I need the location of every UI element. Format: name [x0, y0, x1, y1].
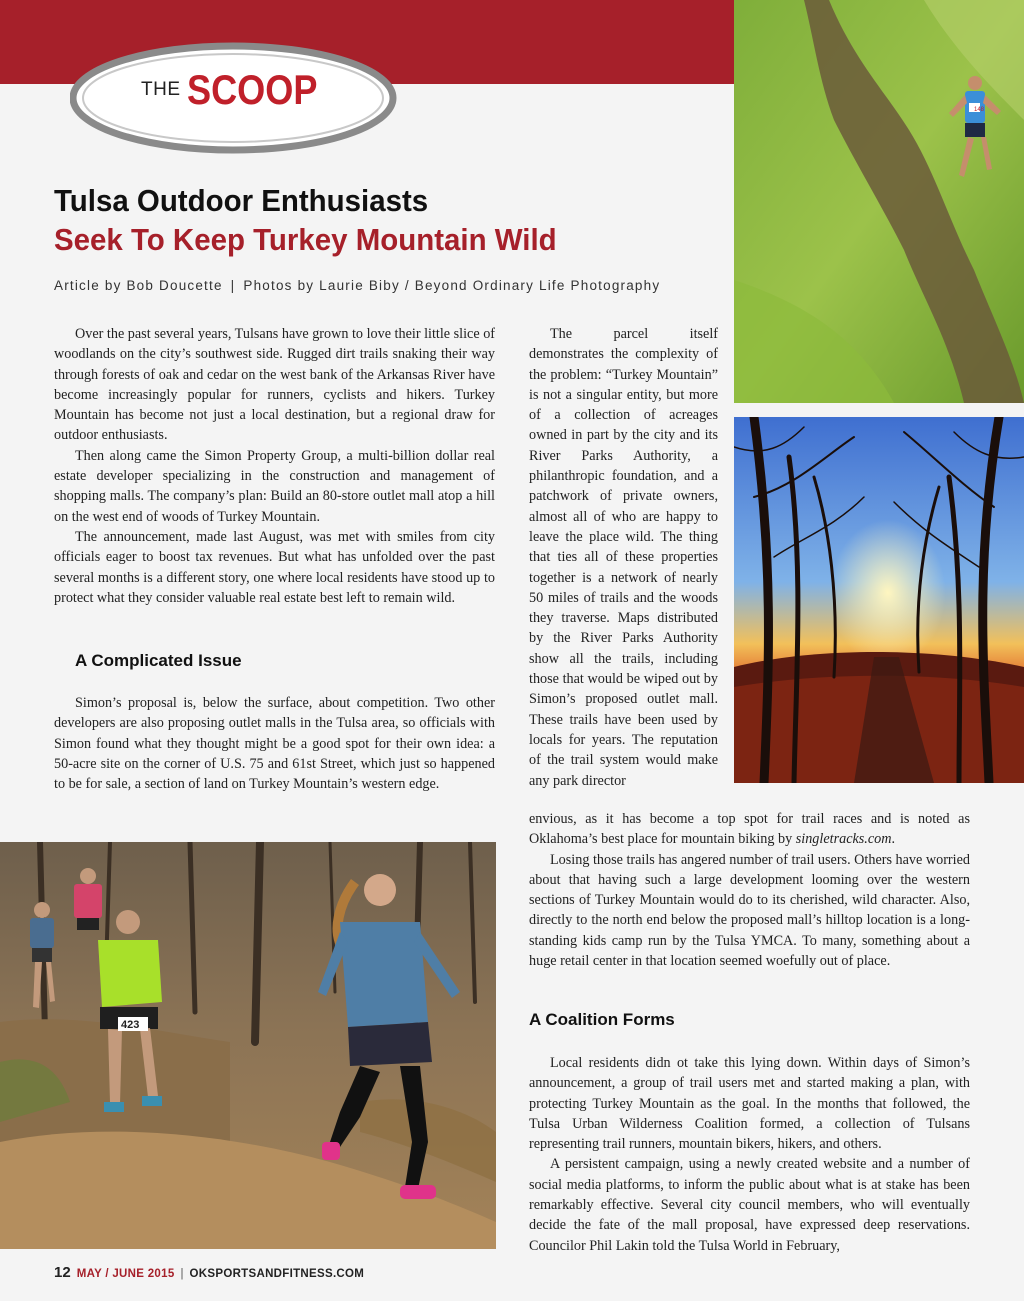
race-bib-number-left: 423 [121, 1019, 140, 1031]
footer-separator: | [180, 1268, 184, 1280]
footer-website: OKSPORTSANDFITNESS.COM [189, 1268, 365, 1280]
issue-date: MAY / JUNE 2015 [76, 1268, 175, 1280]
byline-article: Article by Bob Doucette [54, 278, 223, 293]
paragraph: A persistent campaign, using a newly created website and a number of social media platforms, to inform the public about what is at stake has been remarkably effective. Several city council members, who will eventually decide the fate of the mall proposal, have expressed deep reservations. Councilor Phil Lakin told the Tulsa World in February, [529, 1156, 970, 1254]
subhead-complicated-issue: A Complicated Issue [75, 651, 242, 670]
photo-sunset-trees [734, 417, 1024, 783]
subhead-coalition-forms: A Coalition Forms [529, 1010, 675, 1029]
headline-line1: Tulsa Outdoor Enthusiasts [54, 183, 429, 218]
article-column-right-wide [529, 809, 970, 971]
paragraph: Losing those trails has angered number of trail users. Others have worried about that having such a large development looming over the western sections of Turkey Mountain would do to its cherished, wild character. Also, directly to the north end below the proposed mall’s hilltop location is a long-standing kids camp run by the Tulsa YMCA. To many, something about a huge retail center in that location seemed woefully out of place. [529, 851, 970, 970]
paragraph: Simon’s proposal is, below the surface, about competition. Two other developers are also proposing outlet malls in the Tulsa area, so officials with Simon found what they thought might be a good spot for their own idea: a 50-acre site on the corner of U.S. 75 and 61st Street, which just so happened to be for sale, a section of land on Turkey Mountain’s western edge. [54, 695, 495, 793]
logo-scoop-text: SCOOP [187, 66, 318, 113]
article-column-left-continued [54, 693, 495, 794]
page-footer [54, 1264, 364, 1281]
race-bib-number: 148 [974, 107, 985, 113]
paragraph: The announcement, made last August, was met with smiles from city officials eager to boost tax revenues. But what has unfolded over the past several months is a different story, one where local residents have stood up to protect what they consider valuable real estate best left to remain wild. [54, 528, 495, 606]
byline [54, 278, 660, 293]
paragraph [529, 809, 970, 850]
article-column-right-bottom [529, 1053, 970, 1256]
article-column-narrow [529, 324, 718, 791]
paragraph: The parcel itself demonstrates the complexity of the problem: “Turkey Mountain” is not a singular entity, but more of a collection of acreages owned in part by the city and its River Parks Authority, a philanthropic foundation, and a patchwork of private owners, almost all of who are happy to leave the place wild. The thing that ties all of these properties together is a network of nearly 50 miles of trails and the woods they traverse. Maps distributed by the River Parks Authority show all the trails, including those that would be wiped out by Simon’s proposed outlet mall. These trails have been used by locals for years. The reputation of the trail system would make any park director [529, 326, 718, 789]
byline-separator: | [230, 278, 236, 293]
paragraph: Local residents didn ot take this lying down. Within days of Simon’s announcement, a group of trail users met and started making a plan, with protecting Turkey Mountain as the goal. In the months that followed, the Tulsa Urban Wilderness Coalition formed, a collection of Tulsans representing trail runners, mountain bikers, hikers, and others. [529, 1055, 970, 1153]
website-reference: singletracks.com [795, 831, 892, 848]
photo-runners-wooded-trail [0, 842, 496, 1249]
page-number: 12 [54, 1264, 71, 1281]
logo-the-text: THE [141, 79, 181, 100]
headline-line2: Seek To Keep Turkey Mountain Wild [54, 222, 557, 257]
article-column-left [54, 324, 495, 608]
byline-photos: Photos by Laurie Biby / Beyond Ordinary Life Photography [243, 278, 661, 293]
paragraph-text: envious, as it has become a top spot for trail races and is noted as Oklahoma’s best place for mountain biking by [529, 811, 970, 848]
paragraph: Then along came the Simon Property Group, a multi-billion dollar real estate developer specializing in the construction and management of shopping malls. The company’s plan: Build an 80-store outlet mall atop a hill on the west end of woods of Turkey Mountain. [54, 447, 495, 525]
paragraph-text-end: . [891, 831, 896, 848]
photo-runner-grass-trail [734, 0, 1024, 403]
paragraph: Over the past several years, Tulsans have grown to love their little slice of woodlands on the city’s southwest side. Rugged dirt trails snaking their way through forests of oak and cedar on the west bank of the Arkansas River have become increasingly popular for runners, cyclists and hikers. Turkey Mountain has become not just a local destination, but a regional draw for outdoor enthusiasts. [54, 326, 496, 444]
